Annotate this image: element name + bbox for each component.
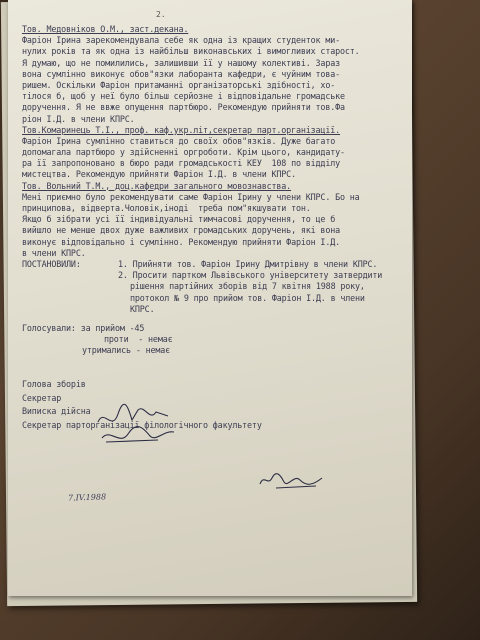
text-line: виконує відповідально і сумлінно. Рекомендую прийняти Фаріон І.Д. — [22, 236, 340, 247]
signature-extract: Виписка дійсна — [22, 406, 91, 417]
handwritten-signature — [94, 402, 184, 450]
speaker-line: Тов. Медовніков О.М., заст.декана. — [22, 24, 189, 34]
text-line: мистецтва. Рекомендую прийняти Фаріон І.Д. в члени КПРС. — [22, 169, 296, 180]
text-line: вийшло не менше двох дуже важливих громадських доручень, які вона — [22, 225, 340, 236]
handwritten-signature — [256, 468, 326, 492]
resolution-label: ПОСТАНОВИЛИ: — [22, 258, 81, 269]
text-line: ришем. Оскільки Фаріон притаманні організаторські здібності, хо- — [22, 79, 336, 90]
signature-chair: Голова зборів — [22, 379, 86, 390]
resolution-block — [22, 259, 412, 315]
signature-secretary: Секретар — [22, 392, 62, 403]
text-line: ра її запропоновано в бюро ради громадськості КЕУ 108 по відділу — [22, 158, 340, 169]
vote-abstained: утримались - немає — [82, 345, 171, 356]
resolution-item: 2. Просити партком Львівського університету затвердити — [118, 270, 383, 281]
page-number: 2. — [156, 10, 166, 19]
text-line: Якщо б зібрати усі її індивідуальні тимчасові доручення, то це б — [22, 214, 336, 225]
speaker-line: Тов.Комаринець Т.І., проф. каф.укр.літ,секретар парт.організації. — [22, 124, 340, 135]
document-page — [8, 0, 412, 596]
minutes-text — [22, 24, 412, 432]
resolution-item: 1. Прийняти тов. Фаріон Ірину Дмитрівну в члени КПРС. — [118, 258, 378, 269]
text-line: допомагала партбюро у здійсненні оргроботи. Крім цього, кандидату- — [22, 147, 345, 158]
text-line: ріон І.Д. в члени КПРС. — [22, 113, 135, 124]
signature-block — [22, 378, 412, 432]
text-line: Фаріон Ірина зарекомендувала себе як одна із кращих студенток ми- — [22, 35, 340, 46]
resolution-line: КПРС. — [130, 303, 155, 314]
text-line: в члени КПРС. — [22, 247, 86, 258]
text-line: Я думаю, що не помилились, залишивши її у нашому колективі. Зараз — [22, 57, 340, 68]
text-line: тілося б, щоб у неї було більш серйозне і відповідальне громадське — [22, 91, 345, 102]
resolution-line: рішення партійних зборів від 7 квітня 1988 року, — [130, 281, 365, 292]
text-line: Фаріон Ірина сумлінно ставиться до своїх обов"язків. Дуже багато — [22, 135, 336, 146]
vote-for: Голосували: за прийом -45 — [22, 322, 145, 333]
text-line: доручення. Я не ввже опущення партбюро. Рекомендую прийняти тов.Фа — [22, 102, 345, 113]
vote-block — [22, 323, 412, 357]
vote-against: проти - немає — [104, 334, 173, 345]
text-line: принципова, відверта.Чоловік,іноді треба пом"якшувати тон. — [22, 203, 311, 213]
resolution-line: протокол № 9 про прийом тов. Фаріон І.Д. в члени — [130, 292, 365, 303]
speaker-line: Тов. Вольний Т.М., доц.кафедри загального мовознавства. — [22, 180, 292, 191]
handwritten-date: 7.IV.1988 — [67, 492, 107, 503]
text-line: Мені приємно було рекомендувати саме Фаріон Ірину у члени КПРС. Бо на — [22, 191, 360, 202]
text-line: нулих років та як одна із найбільш виконавських і вимогливих старост. — [22, 46, 360, 57]
text-line: вона сумлінно виконує обов"язки лаборанта кафедри, є чуйним това- — [22, 68, 340, 79]
signature-party-secretary: Секретар парторганізації філологічного факультету — [22, 419, 262, 430]
